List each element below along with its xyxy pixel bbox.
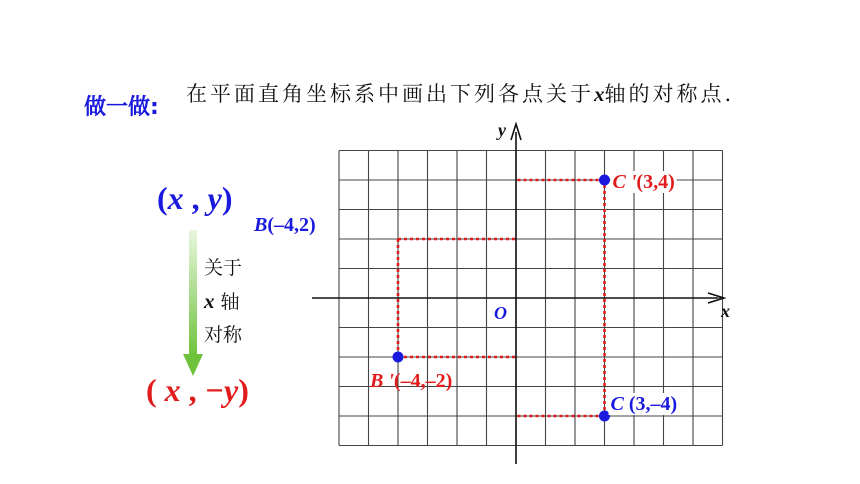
heading: 做一做: (84, 95, 159, 120)
task-text-before: 在平面直角坐标系中画出下列各点关于 (186, 82, 594, 106)
point-name: B (254, 214, 268, 236)
var-x: x (167, 180, 184, 216)
separator: , (183, 180, 208, 216)
paren-open: ( (157, 180, 168, 216)
point-marker-C-prime (599, 175, 610, 186)
point-label-B-prime (369, 370, 452, 392)
rule-line-3: 对称 (204, 324, 243, 346)
task-text-after: 轴的对称点. (604, 82, 735, 106)
x-axis-label: x (721, 301, 730, 321)
rule-var-x: x (204, 289, 215, 313)
paren-close: ) (238, 372, 249, 408)
point-label-B (253, 214, 316, 236)
paren-close: ) (221, 180, 233, 216)
point-name: C ' (612, 171, 637, 193)
separator: , (180, 372, 205, 408)
point-name: B ' (370, 370, 394, 392)
var-x: x (164, 372, 181, 408)
origin-label: O (494, 303, 507, 323)
rule-axis-word: 轴 (214, 291, 240, 313)
point-label-C (611, 393, 678, 415)
rule-line-1: 关于 (204, 257, 243, 279)
task-axis-var: x (594, 82, 605, 106)
point-coords: (3,–4) (623, 393, 678, 415)
point-name: C (610, 393, 624, 415)
point-marker-B-prime (393, 352, 404, 363)
paren-open: ( (146, 372, 165, 408)
point-label-C-prime (613, 171, 675, 193)
point-coords: (3,4) (636, 171, 675, 193)
var-neg-y: −y (204, 372, 239, 408)
var-y: y (207, 180, 222, 216)
y-axis-label: y (498, 120, 506, 140)
point-coords: (–4,–2) (393, 370, 453, 392)
point-coords: (–4,2) (267, 214, 316, 236)
point-marker-C (599, 411, 610, 422)
